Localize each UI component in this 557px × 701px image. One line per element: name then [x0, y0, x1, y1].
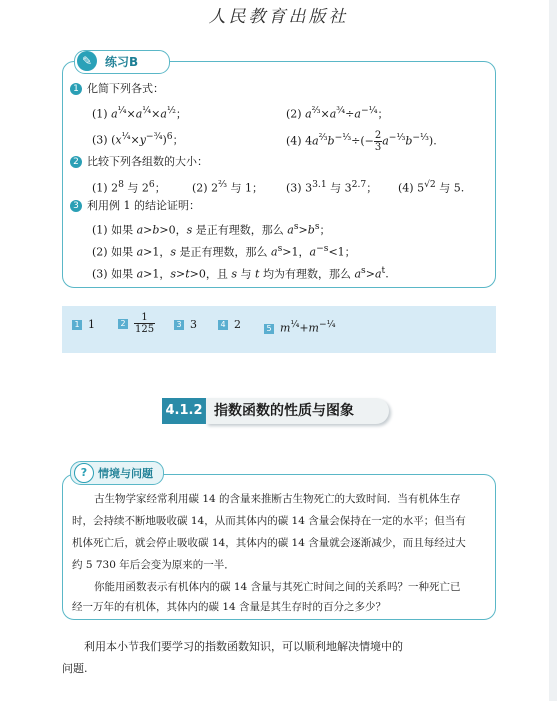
question-1-item-1: (1) $a^{\frac{1}{4}}\times a^{\frac{1}{4}}\times a^{\frac{1}{2}}$；	[92, 105, 187, 121]
question-2-item-1: (1) $2^8$ 与 $2^6$；	[92, 179, 166, 195]
scenario-line-3: 机体死亡后，就会停止吸收碳 14，其体内的碳 14 含量就会逐渐减少，而且每经过大	[72, 537, 466, 549]
exercise-label: 练习B	[105, 55, 139, 69]
answer-1: 1 1	[72, 318, 95, 332]
question-2-item-3: (3) $3^{3.1}$ 与 $3^{2.7}$；	[286, 179, 378, 195]
question-3-title: 3 利用例 1 的结论证明：	[70, 199, 200, 213]
answer-5: 5 $m^{\frac{1}{4}}+m^{-\frac{1}{4}}$	[264, 318, 336, 336]
question-3-item-3: (3) 如果 a>1，s>t>0，且 s 与 t 均为有理数，那么 $a^s>a^t$.	[92, 265, 389, 281]
closing-line-1: 利用本小节我们要学习的指数函数知识，可以顺利地解决情境中的	[84, 640, 403, 653]
answer-3: 3 3	[174, 318, 197, 332]
question-1-item-2: (2) $a^{\frac{2}{3}}\times a^{\frac{3}{4}}\div a^{-\frac{1}{4}}$；	[286, 105, 389, 121]
section-number: 4.1.2	[162, 398, 206, 424]
question-2-item-4: (4) $5^{√2}$ 与 5.	[398, 179, 465, 195]
question-number: 2	[70, 156, 82, 168]
question-1-title: 1 化简下列各式：	[70, 82, 164, 96]
question-number: 1	[70, 83, 82, 95]
scenario-line-2: 时，会持续不断地吸收碳 14，从而其体内的碳 14 含量会保持在一定的水平；但当有	[72, 515, 466, 527]
section-title: 指数函数的性质与图象	[206, 398, 389, 424]
pencil-check-icon: ✎	[77, 51, 97, 71]
page-edge	[549, 0, 557, 701]
scenario-line-4: 约 5 730 年后会变为原来的一半．	[72, 559, 235, 571]
scenario-line-5: 你能用函数表示有机体内的碳 14 含量与其死亡时间之间的关系吗？一种死亡已	[94, 581, 461, 593]
question-3-item-1: (1) 如果 a>b>0，s 是正有理数，那么 $a^s>b^s$；	[92, 221, 331, 237]
answer-4: 4 2	[218, 318, 241, 332]
closing-line-2: 问题.	[62, 662, 88, 675]
question-3-item-2: (2) 如果 a>1，s 是正有理数，那么 $a^s>1$，$a^{-s}<1$；	[92, 243, 356, 259]
question-2-item-2: (2) $2^{\frac{2}{3}}$ 与 1；	[192, 179, 263, 195]
scenario-line-6: 经一万年的有机体，其体内的碳 14 含量是其生存时的百分之多少？	[72, 601, 387, 613]
scenario-line-1: 古生物学家经常利用碳 14 的含量来推断古生物死亡的大致时间．当有机体生存	[94, 493, 461, 505]
answer-2: 2 $\frac{1}{125}$	[118, 312, 155, 335]
question-2-title: 2 比较下列各组数的大小：	[70, 155, 208, 169]
question-number: 3	[70, 200, 82, 212]
question-1-item-4: (4) $4a^{\frac{2}{3}}b^{-\frac{1}{3}}\div(-$ $\frac{2}{3}$ $a^{-\frac{1}{3}}b^{-\frac{1}{3}}$).	[286, 130, 437, 153]
publisher-header: 人民教育出版社	[208, 7, 349, 27]
question-mark-icon: ?	[74, 463, 94, 483]
question-1-item-3: (3) $(x^{\frac{1}{4}}\times y^{-\frac{3}{4}})^6$；	[92, 131, 184, 147]
scenario-label: 情境与问题	[98, 467, 153, 480]
